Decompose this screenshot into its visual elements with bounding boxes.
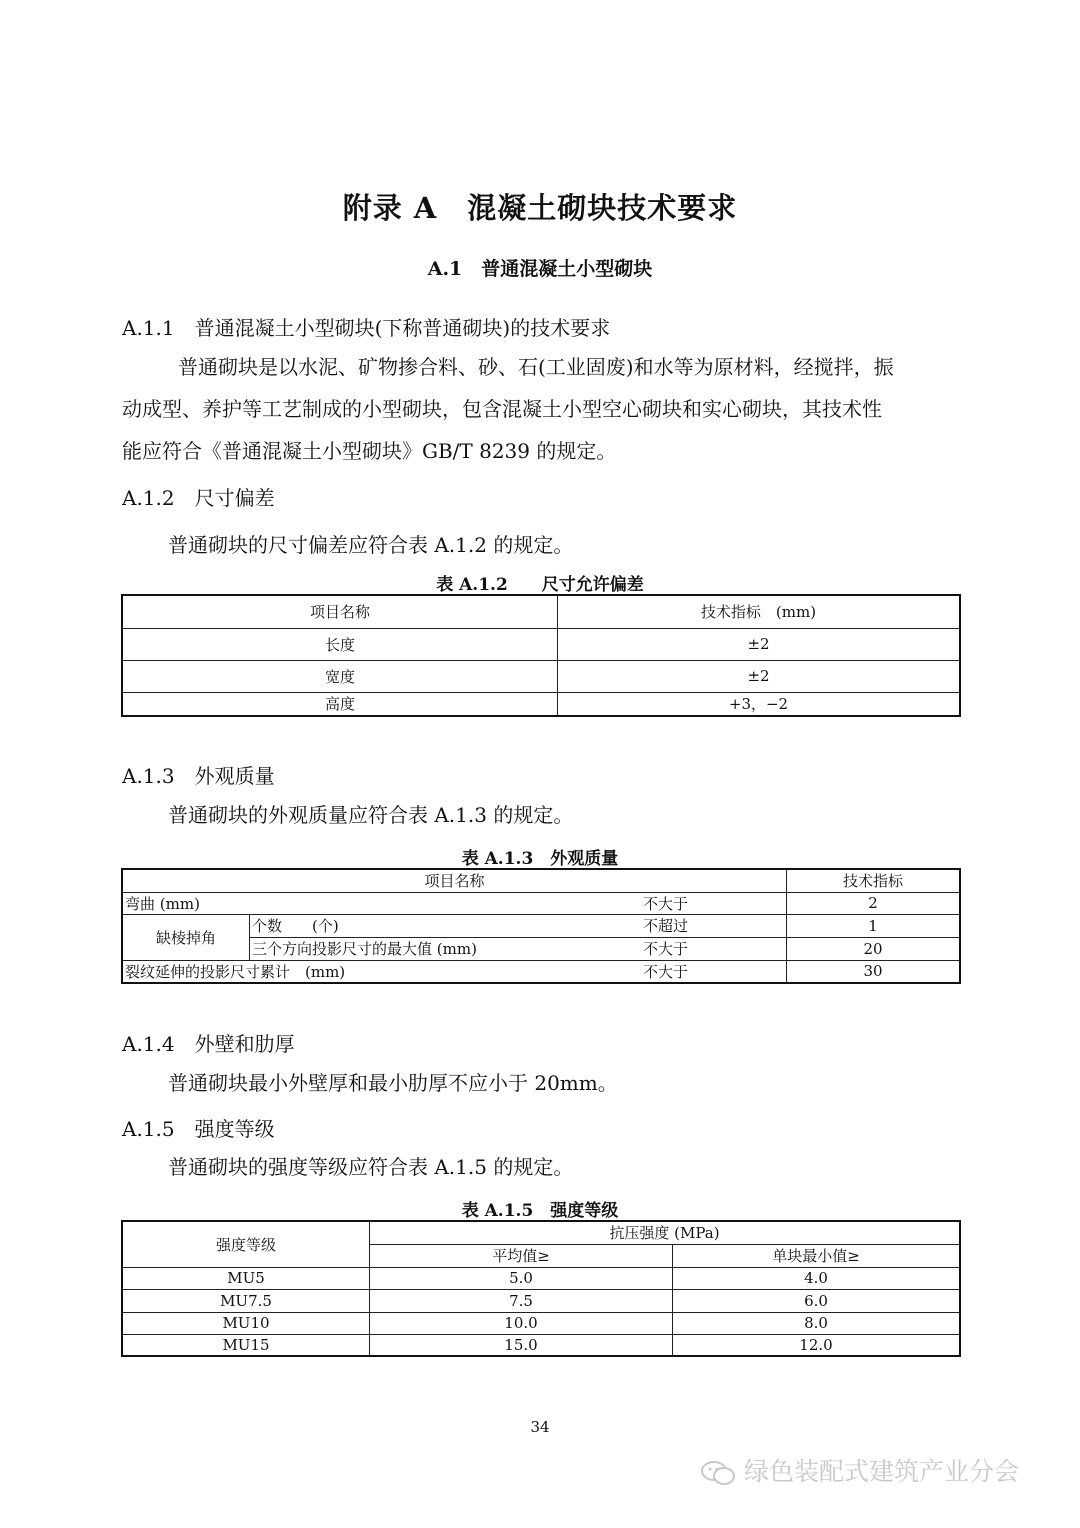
table-row	[122, 1267, 960, 1289]
heading-a115: A.1.5 强度等级	[122, 1117, 275, 1141]
table-cell: 长度	[122, 628, 558, 660]
row-label: 三个方向投影尺寸的最大值 (mm)	[252, 940, 477, 958]
table-row	[122, 892, 960, 914]
header-cell: 强度等级	[122, 1221, 370, 1267]
paragraph: 普通砌块的强度等级应符合表 A.1.5 的规定。	[168, 1155, 574, 1179]
table-cell	[122, 892, 787, 914]
table-cell: 12.0	[673, 1334, 961, 1356]
header-cell: 项目名称	[122, 595, 558, 628]
table-caption: 表 A.1.3 外观质量	[461, 849, 619, 869]
table-row	[122, 1312, 960, 1334]
paragraph: 普通砌块最小外壁厚和最小肋厚不应小于 20mm。	[168, 1071, 618, 1095]
table-cell: ±2	[558, 660, 961, 692]
table-caption: 表 A.1.2 尺寸允许偏差	[436, 575, 644, 595]
header-cell: 抗压强度 (MPa)	[370, 1221, 961, 1244]
table-appearance-quality	[121, 868, 961, 984]
row-condition: 不大于	[642, 940, 688, 958]
heading-a113: A.1.3 外观质量	[122, 764, 275, 788]
table-cell	[250, 937, 787, 960]
table-cell: 30	[787, 960, 961, 983]
header-cell: 单块最小值≥	[673, 1244, 961, 1267]
table-row	[122, 660, 960, 692]
paragraph-line: 动成型、养护等工艺制成的小型砌块，包含混凝土小型空心砌块和实心砌块，其技术性	[122, 397, 882, 421]
table-row	[122, 1334, 960, 1356]
table-header-row	[122, 869, 960, 892]
table-cell: 4.0	[673, 1267, 961, 1289]
table-cell: +3，−2	[558, 692, 961, 716]
table-cell: 高度	[122, 692, 558, 716]
table-cell: 8.0	[673, 1312, 961, 1334]
table-cell: MU15	[122, 1334, 370, 1356]
table-cell: MU7.5	[122, 1289, 370, 1312]
table-strength-grade	[121, 1220, 961, 1357]
group-label-cell: 缺棱掉角	[122, 914, 250, 960]
table-cell: 15.0	[370, 1334, 673, 1356]
row-condition: 不超过	[642, 917, 688, 935]
row-label: 裂纹延伸的投影尺寸累计 (mm)	[125, 962, 346, 981]
table-cell: ±2	[558, 628, 961, 660]
table-cell: 7.5	[370, 1289, 673, 1312]
table-cell: 5.0	[370, 1267, 673, 1289]
table-cell	[122, 960, 787, 983]
table-cell: 1	[787, 914, 961, 937]
paragraph-line: 能应符合《普通混凝土小型砌块》GB/T 8239 的规定。	[122, 439, 617, 463]
table-row	[122, 628, 960, 660]
heading-a111: A.1.1 普通混凝土小型砌块(下称普通砌块)的技术要求	[122, 316, 611, 340]
page-title: 附录 A 混凝土砌块技术要求	[342, 191, 738, 225]
table-row	[122, 692, 960, 716]
table-cell: 宽度	[122, 660, 558, 692]
table-cell: 2	[787, 892, 961, 914]
table-cell: 10.0	[370, 1312, 673, 1334]
watermark-text: 绿色装配式建筑产业分会	[744, 1457, 1020, 1486]
table-row	[122, 914, 960, 937]
header-cell: 技术指标 (mm)	[558, 595, 961, 628]
paragraph: 普通砌块的尺寸偏差应符合表 A.1.2 的规定。	[168, 533, 574, 557]
row-label: 弯曲 (mm)	[125, 894, 200, 913]
table-row	[122, 960, 960, 983]
row-condition: 不大于	[642, 894, 688, 913]
table-cell: MU10	[122, 1312, 370, 1334]
wechat-icon	[700, 1460, 736, 1486]
table-header-row	[122, 1221, 960, 1244]
header-cell: 平均值≥	[370, 1244, 673, 1267]
row-label: 个数 (个)	[252, 917, 339, 935]
table-caption: 表 A.1.5 强度等级	[461, 1201, 619, 1221]
section-heading: A.1 普通混凝土小型砌块	[427, 258, 653, 280]
paragraph-line: 普通砌块是以水泥、矿物掺合料、砂、石(工业固废)和水等为原材料，经搅拌，振	[178, 355, 894, 379]
heading-a112: A.1.2 尺寸偏差	[122, 486, 275, 510]
table-row	[122, 1289, 960, 1312]
watermark	[700, 1452, 1019, 1488]
table-cell	[250, 914, 787, 937]
table-dimension-tolerance	[121, 594, 961, 717]
table-cell: MU5	[122, 1267, 370, 1289]
header-cell: 项目名称	[122, 869, 787, 892]
table-header-row	[122, 595, 960, 628]
row-condition: 不大于	[642, 962, 688, 981]
header-cell: 技术指标	[787, 869, 961, 892]
table-cell: 6.0	[673, 1289, 961, 1312]
paragraph: 普通砌块的外观质量应符合表 A.1.3 的规定。	[168, 803, 574, 827]
table-cell: 20	[787, 937, 961, 960]
heading-a114: A.1.4 外壁和肋厚	[122, 1032, 295, 1056]
page-number: 34	[530, 1418, 550, 1436]
